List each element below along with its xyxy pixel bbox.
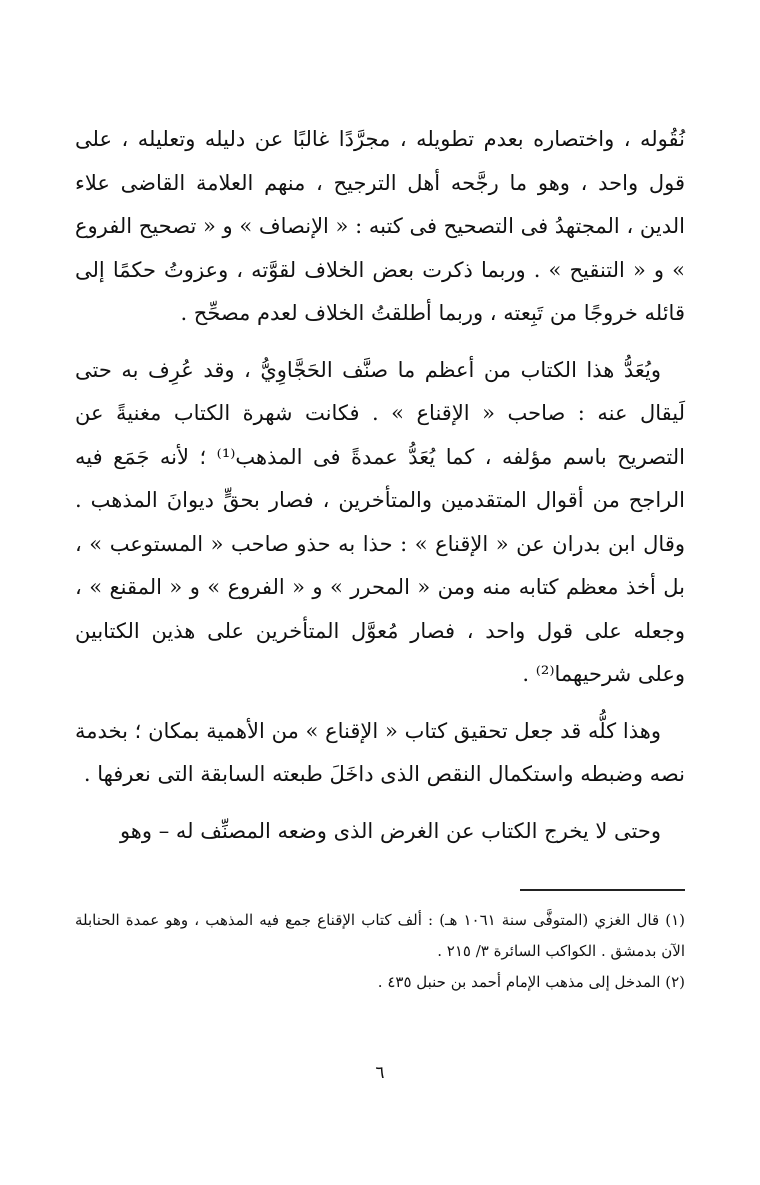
footnotes (75, 905, 685, 998)
paragraph-1: نُقُوله ، واختصاره بعدم تطويله ، مجرَّدًا غالبًا عن دليله وتعليله ، على قول واحد ، وهو ما رجَّحه أهل الترجيح ، منهم العلامة القاضى علاء الدين ، المجتهدُ فى التصحيح فى كتبه : « الإنصاف » و « تصحيح الفروع » و « التنقيح » . وربما ذكرت بعض الخلاف لقوَّته ، وعزوتُ حكمًا إلى قائله خروجًا من تَبِعته ، وربما أطلقتُ الخلاف لعدم مصحِّح . (75, 127, 685, 325)
main-text (75, 118, 685, 866)
footnote-divider (520, 889, 685, 891)
paragraph-3: وهذا كلُّه قد جعل تحقيق كتاب « الإقناع » من الأهمية بمكان ؛ بخدمة نصه وضبطه واستكمال النقص الذى داخَلَ طبعته السابقة التى نعرفها . (75, 718, 685, 786)
paragraph-4: وحتى لا يخرج الكتاب عن الغرض الذى وضعه المصنِّف له – وهو (119, 818, 661, 843)
footnote-1: (١) قال الغزي (المتوفَّى سنة ١٠٦١ هـ) : ألف كتاب الإقناع جمع فيه المذهب ، وهو عمدة الحنابلة الآن بدمشق . الكواكب السائرة ٣/ ٢١٥ . (75, 911, 685, 960)
page-number: ٦ (375, 1063, 385, 1083)
footnote-2: (٢) المدخل إلى مذهب الإمام أحمد بن حنبل ٤٣٥ . (377, 973, 685, 991)
paragraph-2: ويُعَدُّ هذا الكتاب من أعظم ما صنَّف الحَجَّاوِيُّ ، وقد عُرِف به حتى لَيقال عنه : صاحب « الإقناع » . فكانت شهرة الكتاب مغنيةً عن التصريح باسم مؤلفه ، كما يُعَدُّ عمدةً فى المذهب⁽¹⁾ ؛ لأنه جَمَع فيه الراجح من أقوال المتقدمين والمتأخرين ، فصار بحقٍّ ديوانَ المذهب . وقال ابن بدران عن « الإقناع » : حذا به حذو صاحب « المستوعب » ، بل أخذ معظم كتابه منه ومن « المحرر » و « الفروع » و « المقنع » ، وجعله على قول واحد ، فصار مُعوَّل المتأخرين على هذين الكتابين وعلى شرحيهما⁽²⁾ . (75, 357, 685, 686)
